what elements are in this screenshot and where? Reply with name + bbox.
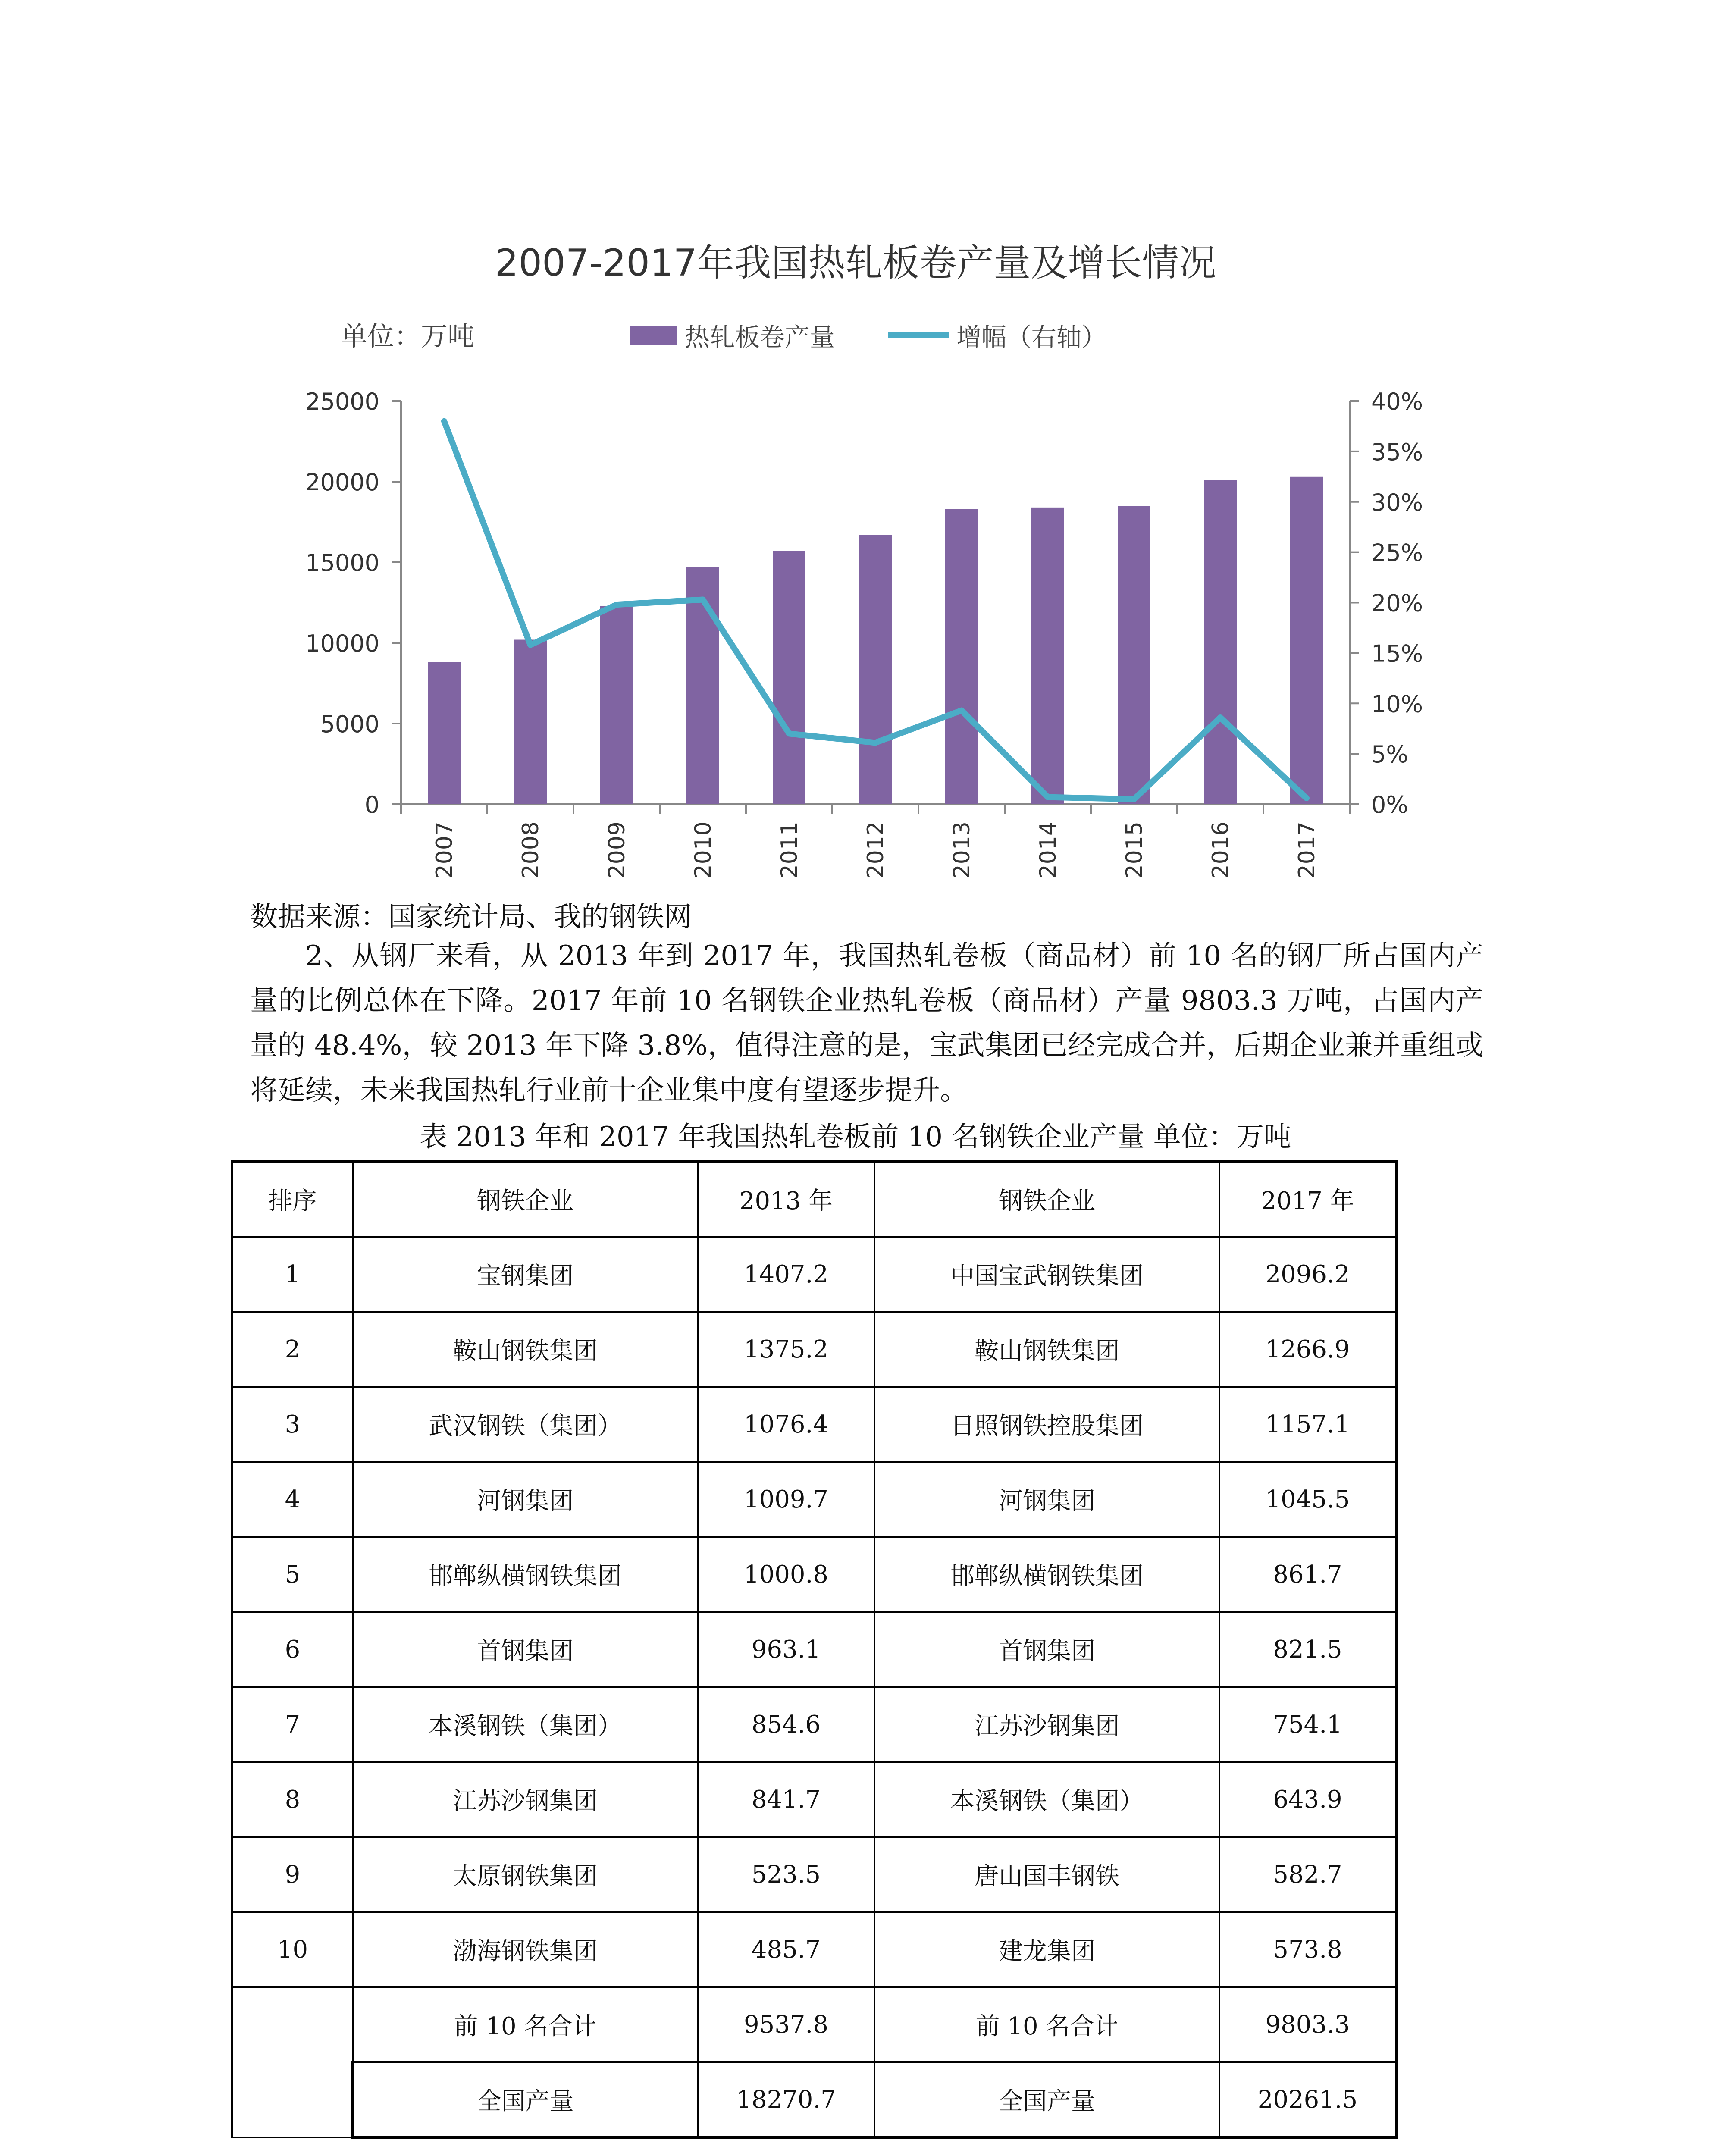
cell-enterprise-2017: 建龙集团	[874, 1912, 1219, 1987]
cell-rank: 1	[232, 1237, 353, 1312]
cell-output-2013: 1009.7	[698, 1462, 874, 1537]
table-row	[232, 1387, 1396, 1462]
table-summary-row	[232, 1987, 1396, 2062]
cell-rank: 7	[232, 1687, 353, 1762]
x-tick-label: 2007	[432, 821, 458, 879]
table-row	[232, 1612, 1396, 1687]
cell-enterprise-2013: 武汉钢铁（集团）	[353, 1387, 698, 1462]
cell-national-label-2017: 全国产量	[874, 2062, 1219, 2137]
cell-output-2017: 582.7	[1219, 1837, 1396, 1912]
table-header-row	[232, 1161, 1396, 1237]
cell-enterprise-2013: 本溪钢铁（集团）	[353, 1687, 698, 1762]
cell-enterprise-2017: 河钢集团	[874, 1462, 1219, 1537]
cell-rank: 10	[232, 1912, 353, 1987]
right-tick-label: 10%	[1371, 690, 1423, 718]
x-tick-label: 2016	[1208, 821, 1234, 879]
cell-output-2013: 963.1	[698, 1612, 874, 1687]
growth-point-2011	[787, 731, 792, 736]
right-tick-label: 20%	[1371, 589, 1423, 617]
cell-output-2017: 2096.2	[1219, 1237, 1396, 1312]
chart-unit-label: 单位：万吨	[341, 320, 475, 352]
x-tick-label: 2017	[1294, 821, 1320, 879]
cell-summary-label-2013: 前 10 名合计	[353, 1987, 698, 2062]
cell-output-2017: 1045.5	[1219, 1462, 1396, 1537]
cell-rank: 4	[232, 1462, 353, 1537]
cell-output-2013: 1000.8	[698, 1537, 874, 1612]
bar-2008	[514, 640, 547, 804]
header-enterprise-2017: 钢铁企业	[874, 1161, 1219, 1237]
table-row	[232, 1537, 1396, 1612]
bar-2009	[600, 606, 633, 804]
cell-enterprise-2013: 渤海钢铁集团	[353, 1912, 698, 1987]
growth-point-2010	[700, 597, 705, 602]
bar-2017	[1290, 477, 1323, 804]
cell-rank: 6	[232, 1612, 353, 1687]
x-tick-label: 2008	[518, 821, 544, 879]
bar-series	[428, 477, 1323, 804]
bar-2015	[1118, 506, 1150, 804]
cell-rank: 2	[232, 1312, 353, 1387]
cell-output-2013: 1076.4	[698, 1387, 874, 1462]
cell-rank: 3	[232, 1387, 353, 1462]
growth-point-2014	[1045, 795, 1050, 800]
x-tick-label: 2009	[604, 821, 630, 879]
table-caption: 表 2013 年和 2017 年我国热轧卷板前 10 名钢铁企业产量 单位：万吨	[420, 1121, 1291, 1153]
bar-2016	[1204, 480, 1237, 804]
table-row	[232, 1462, 1396, 1537]
cell-enterprise-2013: 宝钢集团	[353, 1237, 698, 1312]
cell-rank: 9	[232, 1837, 353, 1912]
cell-enterprise-2013: 江苏沙钢集团	[353, 1762, 698, 1837]
cell-enterprise-2017: 本溪钢铁（集团）	[874, 1762, 1219, 1837]
right-tick-label: 25%	[1371, 539, 1423, 567]
body-paragraph: 2、从钢厂来看，从 2013 年到 2017 年，我国热轧卷板（商品材）前 10 名的钢厂所占国内产量的比例总体在下降。2017 年前 10 名钢铁企业热轧卷板（商品材）产量 9803.3 万吨，占国内产量的 48.4%，较 2013 年下降 3.8%，值得注意的是，宝武集团已经完成合并，后期企业兼并重组或将延续，未来我国热轧行业前十企业集中度有望逐步提升。	[250, 940, 1483, 1106]
legend-line-swatch	[888, 332, 949, 338]
right-tick-label: 40%	[1371, 388, 1423, 415]
cell-summary-value-2017: 9803.3	[1219, 1987, 1396, 2062]
cell-enterprise-2017: 江苏沙钢集团	[874, 1687, 1219, 1762]
right-tick-label: 5%	[1371, 741, 1408, 768]
cell-output-2013: 841.7	[698, 1762, 874, 1837]
data-source: 数据来源：国家统计局、我的钢铁网	[250, 901, 692, 933]
cell-rank: 8	[232, 1762, 353, 1837]
production-chart	[0, 0, 1711, 888]
cell-output-2013: 1407.2	[698, 1237, 874, 1312]
growth-point-2009	[614, 602, 619, 607]
cell-output-2017: 1157.1	[1219, 1387, 1396, 1462]
cell-output-2013: 854.6	[698, 1687, 874, 1762]
table-row	[232, 1687, 1396, 1762]
cell-enterprise-2017: 唐山国丰钢铁	[874, 1837, 1219, 1912]
x-tick-label: 2010	[690, 821, 716, 879]
cell-national-value-2017: 20261.5	[1219, 2062, 1396, 2137]
cell-enterprise-2017: 鞍山钢铁集团	[874, 1312, 1219, 1387]
cell-output-2017: 643.9	[1219, 1762, 1396, 1837]
x-tick-label: 2013	[949, 821, 975, 879]
left-tick-label: 25000	[305, 388, 379, 415]
cell-output-2013: 485.7	[698, 1912, 874, 1987]
table-row	[232, 1312, 1396, 1387]
cell-output-2013: 1375.2	[698, 1312, 874, 1387]
cell-summary-value-2013: 9537.8	[698, 1987, 874, 2062]
cell-enterprise-2017: 日照钢铁控股集团	[874, 1387, 1219, 1462]
left-tick-label: 0	[364, 791, 379, 818]
growth-point-2016	[1218, 715, 1223, 720]
bar-2014	[1031, 508, 1064, 804]
cell-enterprise-2013: 邯郸纵横钢铁集团	[353, 1537, 698, 1612]
table-row	[232, 1762, 1396, 1837]
header-year-2013: 2013 年	[698, 1161, 874, 1237]
cell-output-2017: 573.8	[1219, 1912, 1396, 1987]
header-rank: 排序	[232, 1161, 353, 1237]
bar-2007	[428, 662, 461, 804]
cell-national-value-2013: 18270.7	[698, 2062, 874, 2137]
cell-output-2013: 523.5	[698, 1837, 874, 1912]
x-tick-label: 2014	[1035, 821, 1061, 879]
cell-enterprise-2017: 首钢集团	[874, 1612, 1219, 1687]
header-year-2017: 2017 年	[1219, 1161, 1396, 1237]
right-tick-label: 15%	[1371, 640, 1423, 667]
chart-title: 2007-2017年我国热轧板卷产量及增长情况	[495, 241, 1216, 285]
left-tick-label: 5000	[320, 711, 379, 738]
cell-output-2017: 754.1	[1219, 1687, 1396, 1762]
growth-point-2017	[1304, 796, 1309, 801]
left-tick-label: 15000	[305, 549, 379, 577]
cell-national-label-2013: 全国产量	[353, 2062, 698, 2137]
growth-point-2015	[1131, 796, 1137, 802]
legend-line	[888, 317, 1106, 353]
bar-2011	[773, 551, 805, 804]
cell-enterprise-2017: 中国宝武钢铁集团	[874, 1237, 1219, 1312]
cell-enterprise-2013: 首钢集团	[353, 1612, 698, 1687]
cell-rank: 5	[232, 1537, 353, 1612]
cell-output-2017: 1266.9	[1219, 1312, 1396, 1387]
table-row	[232, 1837, 1396, 1912]
legend-bar-swatch	[630, 326, 677, 345]
growth-point-2007	[442, 419, 447, 424]
cell-summary-label-2017: 前 10 名合计	[874, 1987, 1219, 2062]
legend-bar-label: 热轧板卷产量	[685, 323, 835, 352]
legend-line-label: 增幅（右轴）	[956, 323, 1107, 352]
cell-blank	[232, 1987, 353, 2137]
bar-2013	[945, 509, 978, 804]
cell-output-2017: 861.7	[1219, 1537, 1396, 1612]
bar-2012	[859, 535, 892, 804]
table-summary-row	[232, 2062, 1396, 2137]
cell-enterprise-2017: 邯郸纵横钢铁集团	[874, 1537, 1219, 1612]
right-tick-label: 30%	[1371, 489, 1423, 516]
left-tick-label: 10000	[305, 630, 379, 657]
right-tick-label: 35%	[1371, 438, 1423, 466]
x-tick-label: 2011	[777, 821, 802, 879]
growth-point-2012	[873, 740, 878, 745]
cell-enterprise-2013: 太原钢铁集团	[353, 1837, 698, 1912]
x-tick-label: 2015	[1122, 821, 1147, 879]
table-row	[232, 1237, 1396, 1312]
growth-point-2013	[959, 708, 964, 713]
cell-enterprise-2013: 鞍山钢铁集团	[353, 1312, 698, 1387]
cell-output-2017: 821.5	[1219, 1612, 1396, 1687]
cell-enterprise-2013: 河钢集团	[353, 1462, 698, 1537]
steel-enterprise-table	[231, 1160, 1398, 2139]
right-tick-label: 0%	[1371, 791, 1408, 818]
table-row	[232, 1912, 1396, 1987]
x-tick-label: 2012	[863, 821, 889, 879]
growth-point-2008	[528, 642, 533, 648]
header-enterprise-2013: 钢铁企业	[353, 1161, 698, 1237]
legend-bar	[630, 317, 835, 353]
left-tick-label: 20000	[305, 469, 379, 496]
